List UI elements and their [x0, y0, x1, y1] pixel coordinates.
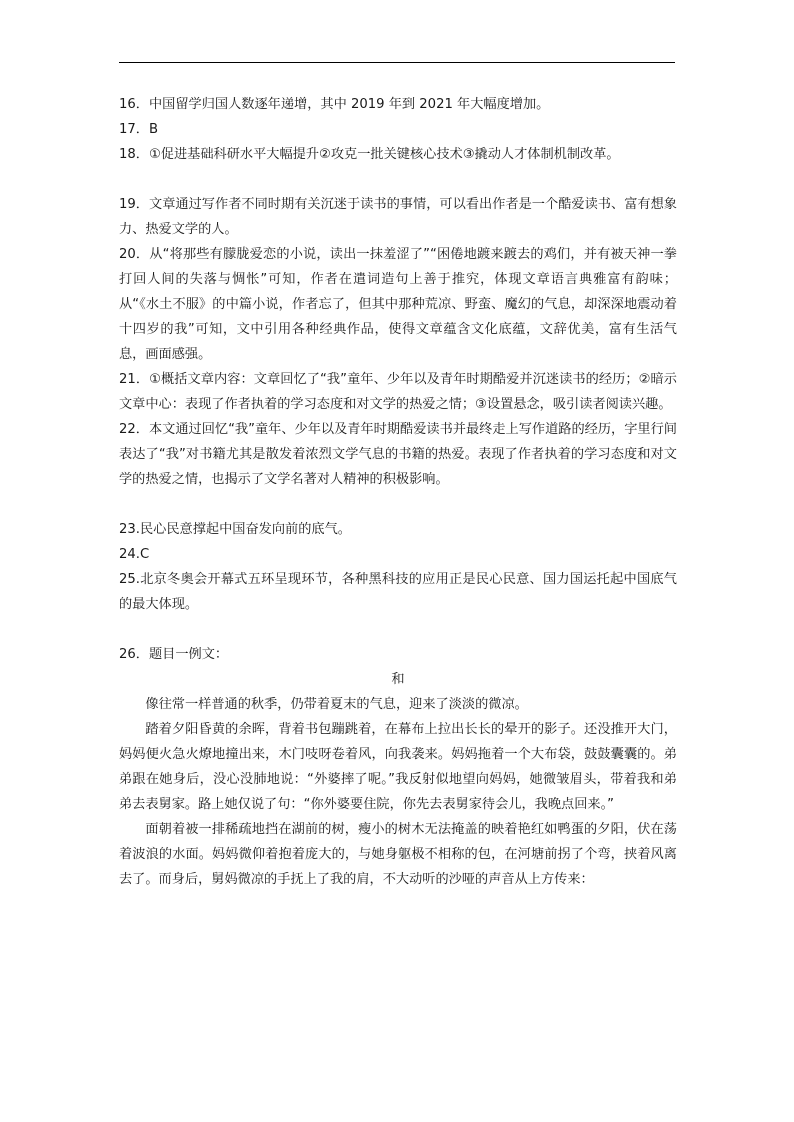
answer-19: 19．文章通过写作者不同时期有关沉迷于读书的事情，可以看出作者是一个酷爱读书、富有想象力、热爱文学的人。 [119, 197, 677, 237]
answer-25: 25.北京冬奥会开幕式五环呈现环节，各种黑科技的应用正是民心民意、国力国运托起中国底气的最大体现。 [119, 572, 677, 612]
answer-16: 16．中国留学归国人数逐年递增，其中 2019 年到 2021 年大幅度增加。 [119, 97, 550, 112]
spacer [119, 617, 677, 642]
essay-paragraph-2: 踏着夕阳昏黄的余晖，背着书包蹦跳着，在幕布上拉出长长的晕开的影子。还没推开大门，妈妈便火急火燎地撞出来，木门吱呀卷着风，向我袭来。妈妈拖着一个大布袋，鼓鼓囊囊的。弟弟跟在她身后，没心没肺地说：“外婆摔了呢。”我反射似地望向妈妈，她微皱眉头，带着我和弟弟去表舅家。路上她仅说了句：“你外婆要住院，你先去表舅家待会儿，我晚点回来。” [119, 722, 677, 812]
answer-23: 23.民心民意撑起中国奋发向前的底气。 [119, 522, 351, 537]
answer-24: 24.C [119, 547, 150, 562]
answer-22: 22．本文通过回忆“我”童年、少年以及青年时期酷爱读书并最终走上写作道路的经历，字里行间表达了“我”对书籍尤其是散发着浓烈文学气息的书籍的热爱。表现了作者执着的学习态度和对文学的热爱之情，也揭示了文学名著对人精神的积极影响。 [119, 422, 677, 487]
spacer [119, 167, 677, 192]
answer-18: 18．①促进基础科研水平大幅提升②攻克一批关键核心技术③撬动人才体制机制改革。 [119, 147, 620, 162]
answer-17: 17．B [119, 122, 159, 137]
answer-26: 26．题目一例文： [119, 647, 229, 662]
essay-paragraph-1: 像往常一样普通的秋季，仍带着夏末的气息，迎来了淡淡的微凉。 [145, 697, 528, 712]
essay-paragraph-3: 面朝着被一排稀疏地挡在湖前的树，瘦小的树木无法掩盖的映着艳红如鸭蛋的夕阳，伏在荡着波浪的水面。妈妈微仰着抱着庞大的，与她身躯极不相称的包，在河塘前拐了个弯，挟着风离去了。而身后，舅妈微凉的手抚上了我的肩，不大动听的沙哑的声音从上方传来： [119, 822, 677, 887]
answer-content [119, 92, 677, 892]
answer-20: 20．从“将那些有朦胧爱恋的小说，读出一抹羞涩了”“困倦地踱来踱去的鸡们，并有被天神一拳打回人间的失落与惆怅”可知，作者在遣词造句上善于推究，体现文章语言典雅富有韵味；从“《水土不服》的中篇小说，作者忘了，但其中那种荒凉、野蛮、魔幻的气息，却深深地震动着十四岁的我”可知，文中引用各种经典作品，使得文章蕴含文化底蕴，文辞优美，富有生活气息，画面感强。 [119, 247, 677, 362]
essay-title: 和 [391, 672, 405, 687]
header-rule [119, 62, 675, 63]
spacer [119, 492, 677, 517]
answer-21: 21．①概括文章内容：文章回忆了“我”童年、少年以及青年时期酷爱并沉迷读书的经历；②暗示文章中心：表现了作者执着的学习态度和对文学的热爱之情；③设置悬念，吸引读者阅读兴趣。 [119, 372, 677, 412]
